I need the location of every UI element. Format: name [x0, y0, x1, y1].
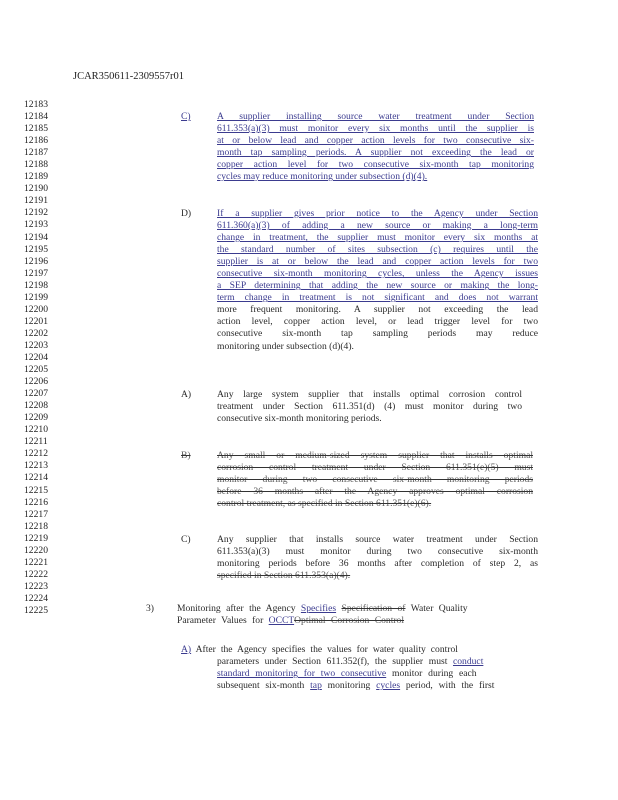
text-line: 611.353(a)(3) must monitor during two consecutive six-month [217, 546, 538, 558]
item-label-c-second: C) [181, 534, 191, 545]
text-line: month tap sampling periods. A supplier not exceeding the lead or [217, 147, 534, 159]
text-line: treatment under Section 611.351(d) (4) must monitor during two [217, 401, 522, 413]
text-line: change in treatment, the supplier must monitor every six months at [217, 232, 538, 244]
paragraph-a-after-agency: A) After the Agency specifies the values for water quality control parameters under Section 611.352(f), the supplier must conduct standard monitoring for two consecutive monitor during each subsequent six-month tap monitoring cycles period, with the first [181, 644, 495, 692]
line-number: 12200 [24, 303, 48, 315]
item-label-a: A) [181, 389, 192, 400]
text-line: monitoring under subsection (d)(4). [217, 340, 354, 352]
line-number: 12216 [24, 496, 48, 508]
text-line: cycles may reduce monitoring under subsection (d)(4). [217, 171, 428, 183]
text-line: specified in Section 611.353(a)(4). [217, 570, 351, 582]
line-number: 12220 [24, 544, 48, 556]
line-number: 12188 [24, 159, 48, 171]
section-label-3: 3) [146, 603, 154, 614]
line-number: 12209 [24, 412, 48, 424]
item-label-c: C) [181, 111, 191, 122]
line-number: 12183 [24, 99, 48, 110]
line-number: 12190 [24, 183, 48, 195]
text-line: Any large system supplier that installs optimal corrosion control [217, 389, 522, 400]
paragraph-a-large-system [217, 389, 522, 425]
line-number-column [24, 99, 48, 617]
line-number: 12195 [24, 243, 48, 255]
text-line: more frequent monitoring. A supplier not exceeding the lead [217, 304, 538, 316]
line-number: 12215 [24, 484, 48, 496]
text-line: action level, copper action level, or lead trigger level for two [217, 316, 538, 328]
line-number: 12184 [24, 111, 48, 123]
line-number: 12187 [24, 147, 48, 159]
line-number: 12185 [24, 123, 48, 135]
text-line: Any supplier that installs source water treatment under Section [217, 534, 538, 545]
document-id: JCAR350611-2309557r01 [73, 71, 185, 82]
text-line: supplier is at or below the lead and copper action levels for two [217, 256, 538, 268]
section-3-heading: Monitoring after the Agency Specifies Specification of Water Quality Parameter Values for OCCTOptimal Corrosion Control [177, 603, 468, 627]
line-number: 12194 [24, 231, 48, 243]
text-line: monitoring periods before 36 months after completion of step 2, as [217, 558, 538, 570]
line-number: 12218 [24, 520, 48, 532]
line-number: 12225 [24, 604, 48, 616]
line-number: 12202 [24, 327, 48, 339]
line-number: 12198 [24, 279, 48, 291]
line-number: 12207 [24, 388, 48, 400]
text-line: monitor during two consecutive six-month monitoring periods [217, 474, 533, 486]
line-number: 12217 [24, 508, 48, 520]
line-number: 12196 [24, 255, 48, 267]
item-label-d: D) [181, 208, 192, 219]
text-line: copper action level for two consecutive six-month tap monitoring [217, 159, 534, 171]
line-number: 12186 [24, 135, 48, 147]
text-line: consecutive six-month tap sampling periods may reduce [217, 328, 538, 340]
line-number: 12193 [24, 219, 48, 231]
line-number: 12199 [24, 291, 48, 303]
line-number: 12208 [24, 400, 48, 412]
line-number: 12192 [24, 207, 48, 219]
item-label-a-3: A) [181, 644, 192, 655]
line-number: 12222 [24, 568, 48, 580]
text-line: at or below lead and copper action levels for two consecutive six- [217, 135, 534, 147]
text-line: If a supplier gives prior notice to the Agency under Section [217, 208, 538, 219]
line-number: 12189 [24, 171, 48, 183]
line-number: 12219 [24, 532, 48, 544]
text-line: A supplier installing source water treatment under Section [217, 111, 534, 122]
line-number: 12212 [24, 448, 48, 460]
paragraph-c-source-water-2 [217, 534, 538, 582]
text-line: 611.360(a)(3) of adding a new source or making a long-term [217, 220, 538, 232]
text-line: corrosion control treatment under Section 611.351(e)(5) must [217, 462, 533, 474]
text-line: Any small or medium-sized system supplier that installs optimal [217, 450, 533, 461]
text-line: the standard number of sites subsection (c) requires until the [217, 244, 538, 256]
text-line: before 36 months after the Agency approves optimal corrosion [217, 486, 533, 498]
line-number: 12204 [24, 351, 48, 363]
text-line: 611.353(a)(3) must monitor every six months until the supplier is [217, 123, 534, 135]
line-number: 12211 [24, 436, 48, 448]
line-number: 12214 [24, 472, 48, 484]
text-line: a SEP determining that adding the new source or making the long- [217, 280, 538, 292]
line-number: 12191 [24, 195, 48, 207]
line-number: 12197 [24, 267, 48, 279]
text-line: consecutive six-month monitoring periods. [217, 413, 382, 425]
line-number: 12213 [24, 460, 48, 472]
paragraph-d-new-source [217, 208, 538, 353]
line-number: 12206 [24, 376, 48, 388]
paragraph-b-deleted [217, 450, 533, 510]
line-number: 12201 [24, 315, 48, 327]
text-line: consecutive six-month monitoring cycles, unless the Agency issues [217, 268, 538, 280]
line-number: 12221 [24, 556, 48, 568]
line-number: 12203 [24, 339, 48, 351]
line-number: 12205 [24, 364, 48, 376]
item-label-b: B) [181, 450, 191, 461]
line-number: 12210 [24, 424, 48, 436]
line-number: 12224 [24, 592, 48, 604]
text-line: term change in treatment is not significant and does not warrant [217, 292, 538, 304]
paragraph-c-source-water [217, 111, 534, 183]
text-line: control treatment, as specified in Section 611.351(e)(6). [217, 498, 432, 510]
line-number: 12223 [24, 580, 48, 592]
